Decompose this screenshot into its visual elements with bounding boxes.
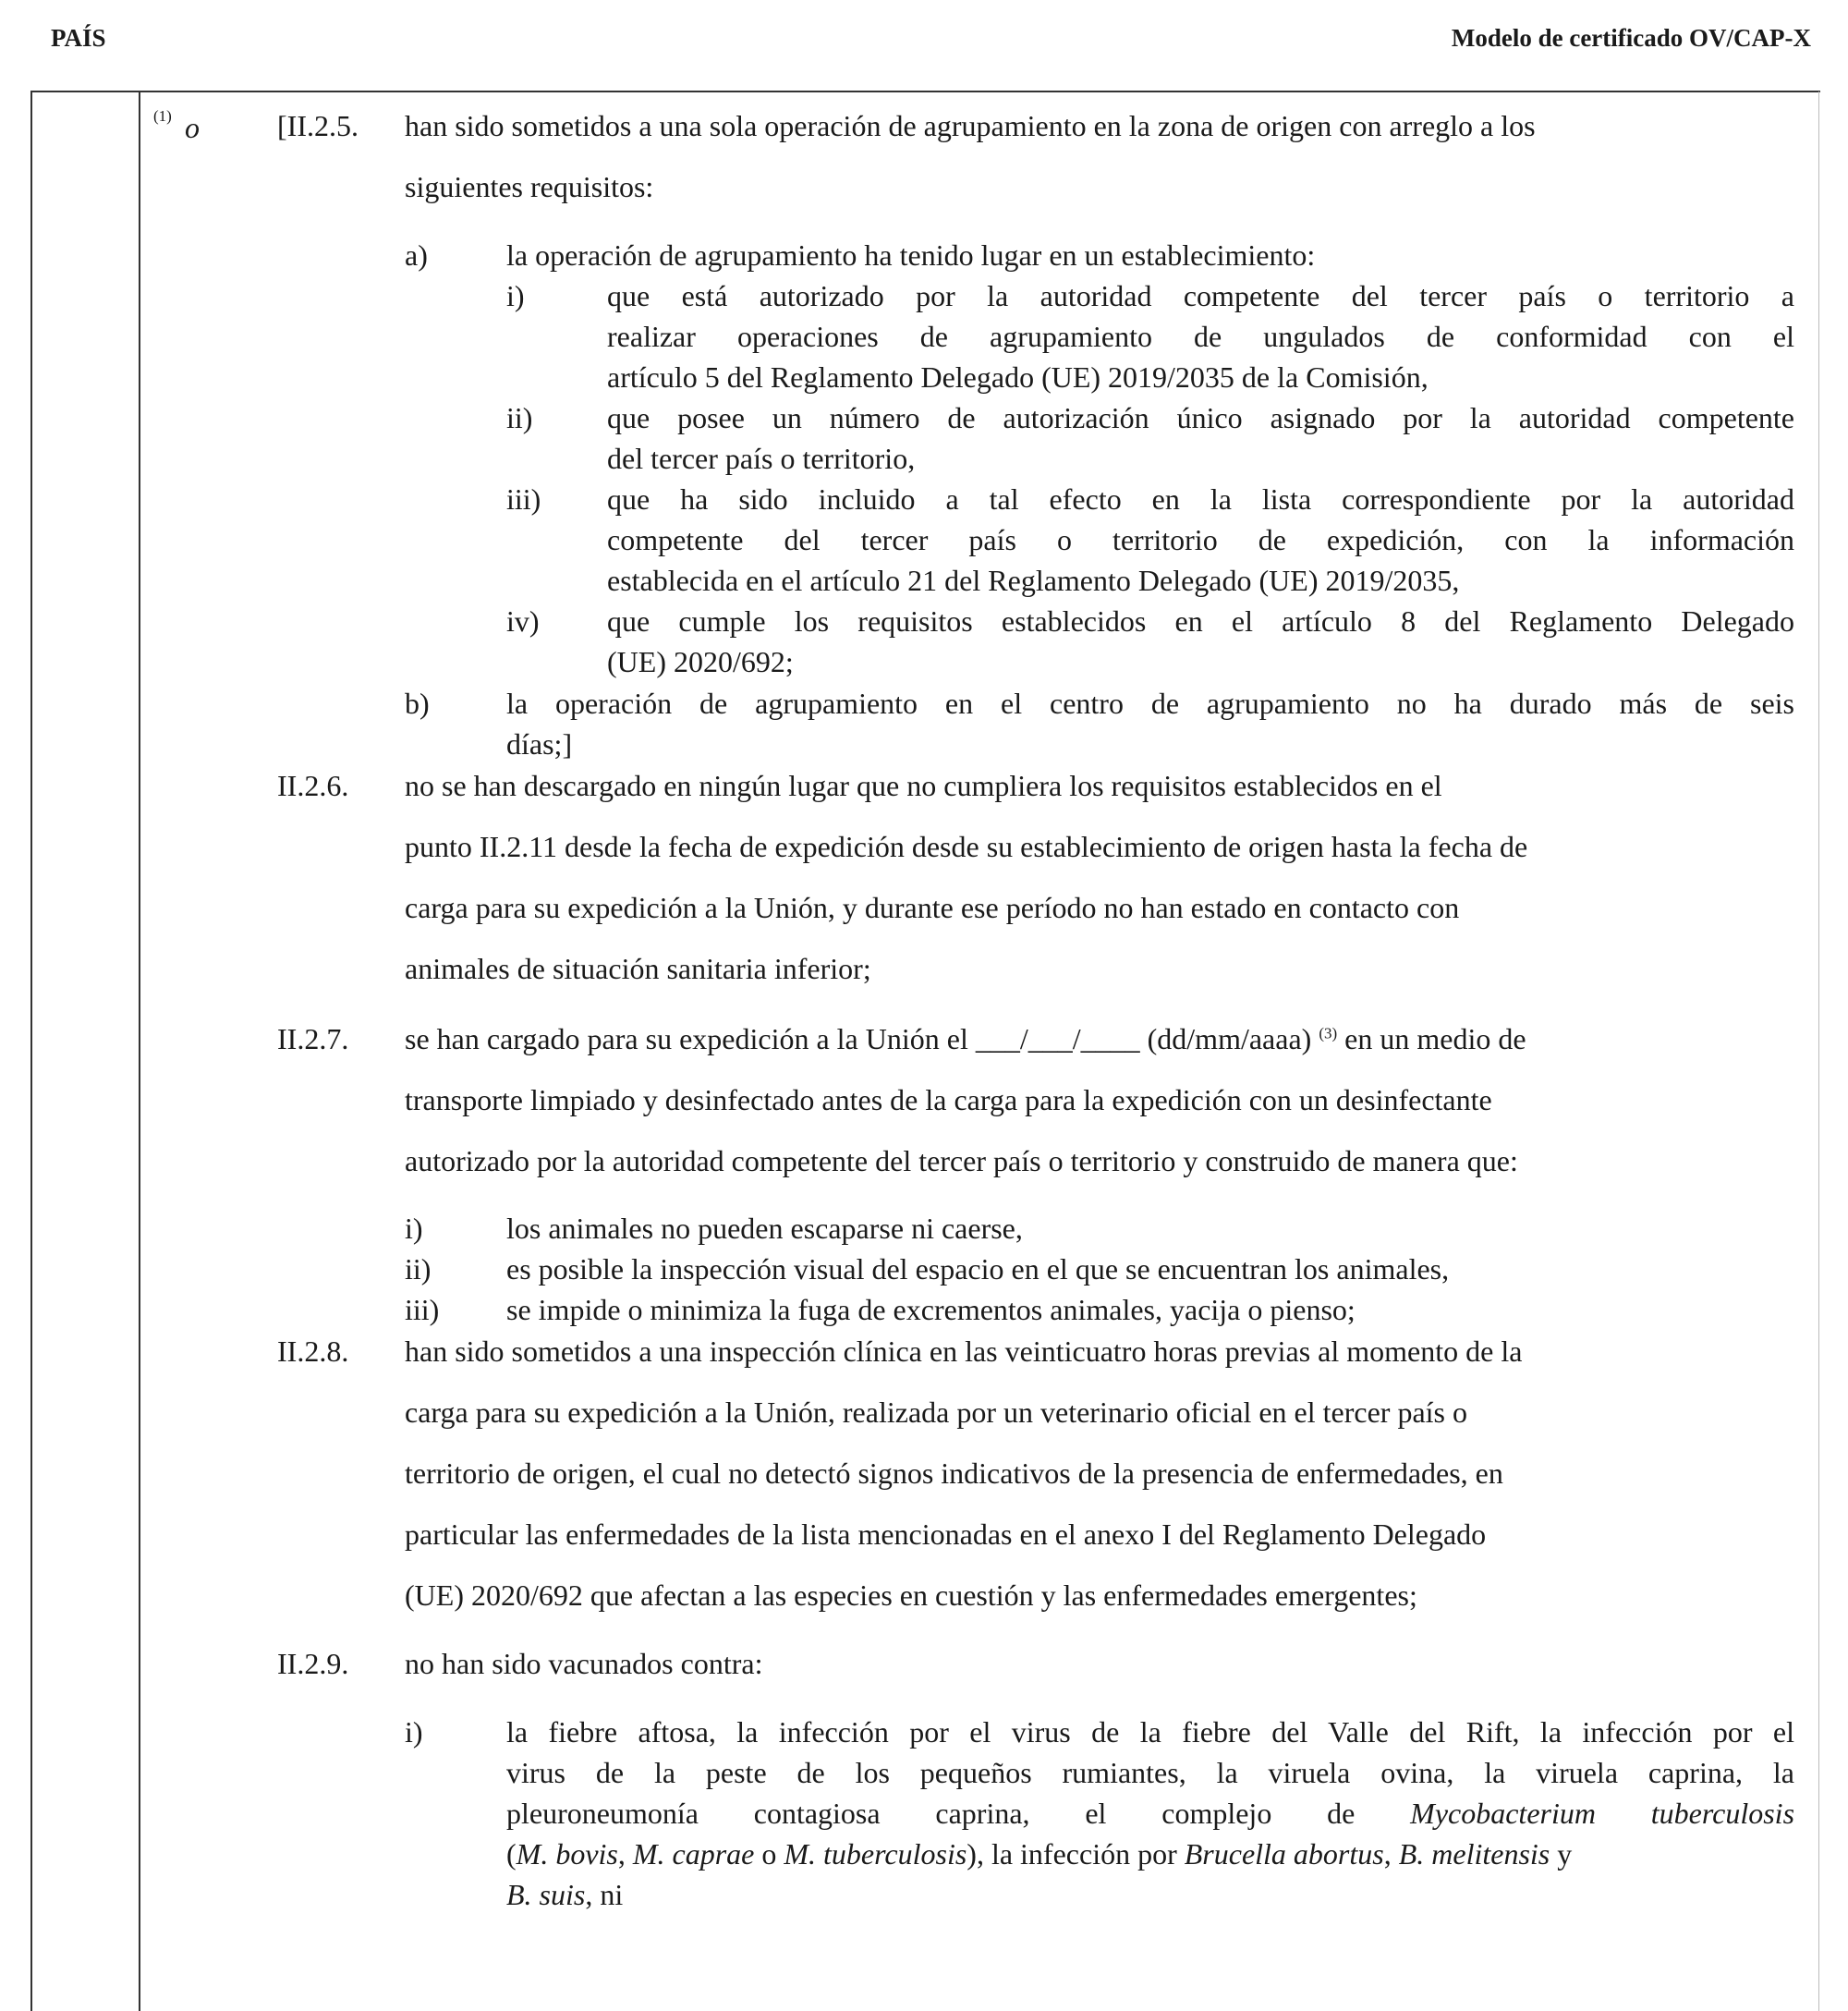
list-marker: iv) (506, 604, 540, 638)
paragraph-line: carga para su expedición a la Unión, y durante ese período no han estado en contacto con (405, 891, 1460, 924)
text-fragment: se han cargado para su expedición a la Unión el (405, 1022, 968, 1055)
species-name: M. bovis (516, 1837, 618, 1871)
text-fragment: ( (506, 1837, 517, 1871)
list-marker: i) (506, 279, 525, 312)
text-fragment: en un medio de (1344, 1022, 1526, 1055)
paragraph-line (506, 1839, 1572, 1869)
text-fragment: y (1557, 1837, 1573, 1871)
paragraph-line: artículo 5 del Reglamento Delegado (UE) 2019/2035 de la Comisión, (607, 360, 1429, 394)
table-column-divider (139, 91, 140, 2011)
section-number: II.2.9. (277, 1647, 349, 1680)
list-marker: iii) (405, 1293, 440, 1326)
paragraph-line (405, 1024, 1526, 1054)
section-number: II.2.6. (277, 769, 349, 802)
species-name: B. suis (506, 1878, 586, 1911)
paragraph-line: la operación de agrupamiento ha tenido lugar en un establecimiento: (506, 238, 1316, 272)
list-marker: i) (405, 1715, 423, 1749)
paragraph-line: que posee un número de autorización único asignado por la autoridad competente (607, 401, 1794, 434)
list-marker: ii) (506, 401, 533, 434)
paragraph-line: particular las enfermedades de la lista mencionadas en el anexo I del Reglamento Delegado (405, 1517, 1487, 1551)
list-marker: b) (405, 687, 430, 720)
text-fragment: ), la infección por (967, 1837, 1177, 1871)
list-marker: iii) (506, 482, 541, 516)
species-name: M. tuberculosis (784, 1837, 967, 1871)
paragraph-line: siguientes requisitos: (405, 170, 654, 203)
section-number: II.2.8. (277, 1335, 349, 1368)
date-blank: ___/___/____ (975, 1022, 1140, 1055)
paragraph-line: que está autorizado por la autoridad competente del tercer país o territorio a (607, 279, 1794, 312)
paragraph-line: punto II.2.11 desde la fecha de expedición desde su establecimiento de origen hasta la fecha de (405, 830, 1528, 863)
section-number: II.2.7. (277, 1022, 349, 1055)
paragraph-line: que ha sido incluido a tal efecto en la lista correspondiente por la autoridad (607, 482, 1794, 516)
section-number: [II.2.5. (277, 109, 359, 142)
paragraph-line: transporte limpiado y desinfectado antes de la carga para la expedición con un desinfectante (405, 1083, 1492, 1116)
paragraph-line: es posible la inspección visual del espacio en el que se encuentran los animales, (506, 1252, 1450, 1286)
header-model: Modelo de certificado OV/CAP-X (1451, 24, 1811, 52)
paragraph-line: territorio de origen, el cual no detectó signos indicativos de la presencia de enfermedades, en (405, 1456, 1503, 1490)
paragraph-line: no se han descargado en ningún lugar que no cumpliera los requisitos establecidos en el (405, 769, 1442, 802)
paragraph-line: (UE) 2020/692; (607, 645, 794, 678)
paragraph-line: los animales no pueden escaparse ni caerse, (506, 1212, 1023, 1245)
text-fragment: , ni (585, 1878, 624, 1911)
list-marker: a) (405, 238, 428, 272)
margin-footnote: (1) (153, 107, 172, 125)
paragraph-line: carga para su expedición a la Unión, realizada por un veterinario oficial en el tercer país o (405, 1396, 1467, 1429)
paragraph-line: se impide o minimiza la fuga de excrementos animales, yacija o pienso; (506, 1293, 1356, 1326)
paragraph-line: competente del tercer país o territorio de expedición, con la información (607, 523, 1794, 556)
paragraph-line: virus de la peste de los pequeños rumiantes, la viruela ovina, la viruela caprina, la (506, 1756, 1794, 1789)
text-fragment: , (1383, 1837, 1392, 1871)
paragraph-line: establecida en el artículo 21 del Reglamento Delegado (UE) 2019/2035, (607, 564, 1460, 597)
text-fragment: , (617, 1837, 626, 1871)
paragraph-line: la fiebre aftosa, la infección por el virus de la fiebre del Valle del Rift, la infección por el (506, 1715, 1794, 1749)
date-format: (dd/mm/aaaa) (1147, 1022, 1312, 1055)
text-fragment: pleuroneumonía contagiosa caprina, el complejo de (506, 1797, 1356, 1830)
paragraph-line: han sido sometidos a una sola operación de agrupamiento en la zona de origen con arreglo a los (405, 109, 1536, 142)
species-name: Brucella abortus (1184, 1837, 1384, 1871)
paragraph-line: la operación de agrupamiento en el centro de agrupamiento no ha durado más de seis (506, 687, 1794, 720)
text-fragment: o (761, 1837, 777, 1871)
table-right-border (1818, 91, 1819, 2011)
species-name: B. melitensis (1398, 1837, 1550, 1871)
paragraph-line: animales de situación sanitaria inferior; (405, 952, 871, 985)
paragraph-line: del tercer país o territorio, (607, 442, 916, 475)
paragraph-line: días;] (506, 727, 573, 761)
list-marker: ii) (405, 1252, 432, 1286)
species-name: M. caprae (632, 1837, 755, 1871)
paragraph-line: no han sido vacunados contra: (405, 1647, 763, 1680)
paragraph-line: han sido sometidos a una inspección clínica en las veinticuatro horas previas al momento de la (405, 1335, 1523, 1368)
paragraph-line: realizar operaciones de agrupamiento de ungulados de conformidad con el (607, 320, 1794, 353)
footnote-ref: (3) (1319, 1024, 1338, 1042)
list-marker: i) (405, 1212, 423, 1245)
paragraph-line: (UE) 2020/692 que afectan a las especies en cuestión y las enfermedades emergentes; (405, 1578, 1417, 1612)
margin-letter: o (185, 111, 200, 144)
paragraph-line (506, 1798, 1794, 1828)
paragraph-line (506, 1880, 623, 1909)
table-left-border (30, 91, 32, 2011)
species-name: Mycobacterium tuberculosis (1410, 1797, 1795, 1830)
header-country: PAÍS (51, 24, 106, 52)
table-top-border (30, 91, 1820, 92)
paragraph-line: que cumple los requisitos establecidos en el artículo 8 del Reglamento Delegado (607, 604, 1794, 638)
paragraph-line: autorizado por la autoridad competente del tercer país o territorio y construido de manera que: (405, 1144, 1518, 1177)
